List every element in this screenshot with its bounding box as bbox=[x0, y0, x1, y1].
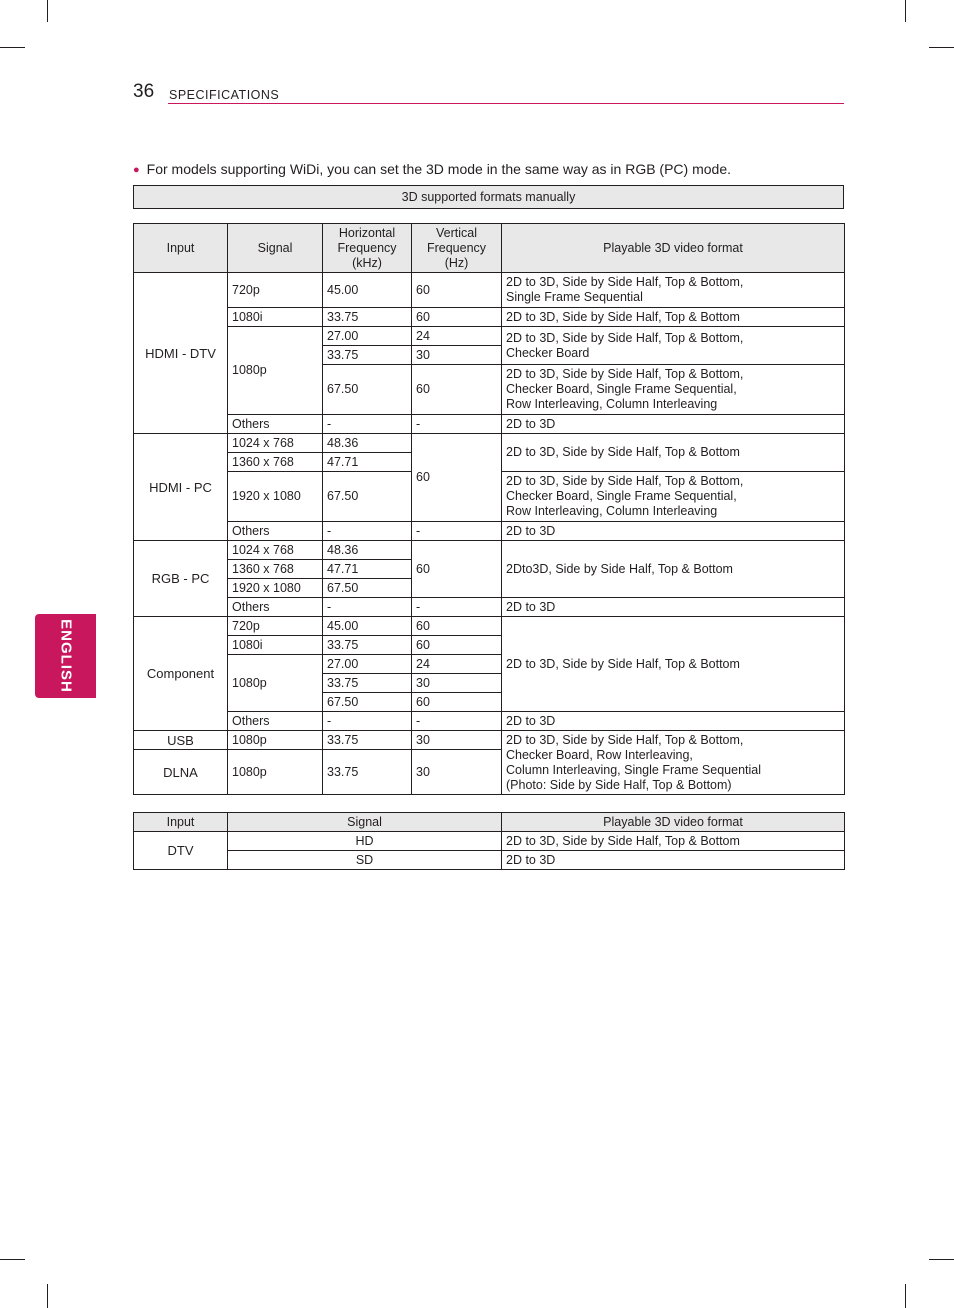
hfreq-cell: 33.75 bbox=[323, 308, 412, 327]
signal-cell: Others bbox=[228, 598, 323, 617]
input-component: Component bbox=[134, 617, 228, 731]
format-cell: 2D to 3D, Side by Side Half, Top & Bottom, Checker Board bbox=[502, 327, 845, 365]
format-cell: 2Dto3D, Side by Side Half, Top & Bottom bbox=[502, 541, 845, 598]
format-cell: 2D to 3D bbox=[502, 522, 845, 541]
format-cell: 2D to 3D bbox=[502, 598, 845, 617]
hfreq-cell: 67.50 bbox=[323, 693, 412, 712]
crop-mark bbox=[0, 1259, 25, 1260]
table-row bbox=[134, 327, 845, 346]
signal-cell: 720p bbox=[228, 617, 323, 636]
table-row bbox=[134, 598, 845, 617]
hfreq-cell: 33.75 bbox=[323, 346, 412, 365]
table-row bbox=[134, 712, 845, 731]
input-hdmi-dtv: HDMI - DTV bbox=[134, 273, 228, 434]
caption-table bbox=[133, 185, 844, 209]
vfreq-cell: - bbox=[412, 712, 502, 731]
dtv-formats-table bbox=[133, 812, 845, 870]
signal-cell: 1024 x 768 bbox=[228, 541, 323, 560]
table-row bbox=[134, 851, 845, 870]
hfreq-cell: 48.36 bbox=[323, 434, 412, 453]
table-row bbox=[134, 415, 845, 434]
table-row bbox=[134, 541, 845, 560]
vfreq-cell: 60 bbox=[412, 365, 502, 415]
table-caption: 3D supported formats manually bbox=[134, 186, 844, 209]
hfreq-cell: - bbox=[323, 712, 412, 731]
signal-cell: 1080i bbox=[228, 636, 323, 655]
vfreq-cell: 60 bbox=[412, 434, 502, 522]
signal-cell: Others bbox=[228, 522, 323, 541]
bullet-note bbox=[133, 161, 731, 177]
section-title: SPECIFICATIONS bbox=[169, 88, 280, 102]
crop-mark bbox=[47, 0, 48, 22]
signal-cell: 1080i bbox=[228, 308, 323, 327]
crop-mark bbox=[929, 47, 954, 48]
signal-cell: 1080p bbox=[228, 750, 323, 795]
crop-mark bbox=[929, 1259, 954, 1260]
vfreq-cell: 60 bbox=[412, 273, 502, 308]
signal-cell: SD bbox=[228, 851, 502, 870]
input-rgb-pc: RGB - PC bbox=[134, 541, 228, 617]
hfreq-cell: 33.75 bbox=[323, 636, 412, 655]
hfreq-cell: 48.36 bbox=[323, 541, 412, 560]
vfreq-cell: 60 bbox=[412, 541, 502, 598]
hfreq-cell: 33.75 bbox=[323, 731, 412, 750]
hfreq-cell: 27.00 bbox=[323, 655, 412, 674]
input-dtv: DTV bbox=[134, 832, 228, 870]
format-cell: 2D to 3D bbox=[502, 415, 845, 434]
vfreq-cell: 60 bbox=[412, 308, 502, 327]
crop-mark bbox=[47, 1284, 48, 1308]
vfreq-cell: 24 bbox=[412, 327, 502, 346]
format-cell: 2D to 3D, Side by Side Half, Top & Bottom, Checker Board, Single Frame Sequential, Row Interleaving, Column Interleaving bbox=[502, 365, 845, 415]
hfreq-cell: 67.50 bbox=[323, 365, 412, 415]
vfreq-cell: 60 bbox=[412, 636, 502, 655]
signal-cell: HD bbox=[228, 832, 502, 851]
col-playable-format: Playable 3D video format bbox=[502, 224, 845, 273]
table-row bbox=[134, 522, 845, 541]
vfreq-cell: 30 bbox=[412, 346, 502, 365]
col-signal: Signal bbox=[228, 813, 502, 832]
vfreq-cell: 60 bbox=[412, 617, 502, 636]
hfreq-cell: 47.71 bbox=[323, 453, 412, 472]
signal-cell: 720p bbox=[228, 273, 323, 308]
table-row bbox=[134, 273, 845, 308]
vfreq-cell: 30 bbox=[412, 750, 502, 795]
page-number: 36 bbox=[133, 81, 155, 102]
crop-mark bbox=[905, 1284, 906, 1308]
bullet-note-text: For models supporting WiDi, you can set the 3D mode in the same way as in RGB (PC) mode. bbox=[146, 161, 732, 177]
format-cell: 2D to 3D, Side by Side Half, Top & Bottom bbox=[502, 434, 845, 472]
vfreq-cell: 30 bbox=[412, 731, 502, 750]
hfreq-cell: 33.75 bbox=[323, 750, 412, 795]
hfreq-cell: - bbox=[323, 598, 412, 617]
format-cell: 2D to 3D, Side by Side Half, Top & Bottom, Single Frame Sequential bbox=[502, 273, 845, 308]
hfreq-cell: 67.50 bbox=[323, 579, 412, 598]
col-input: Input bbox=[134, 813, 228, 832]
signal-cell: 1920 x 1080 bbox=[228, 579, 323, 598]
format-cell: 2D to 3D bbox=[502, 851, 845, 870]
vfreq-cell: - bbox=[412, 598, 502, 617]
language-tab bbox=[35, 614, 96, 698]
signal-cell: 1360 x 768 bbox=[228, 453, 323, 472]
hfreq-cell: - bbox=[323, 522, 412, 541]
hfreq-cell: 45.00 bbox=[323, 273, 412, 308]
vfreq-cell: - bbox=[412, 522, 502, 541]
col-playable-format: Playable 3D video format bbox=[502, 813, 845, 832]
signal-cell: 1080p bbox=[228, 327, 323, 415]
vfreq-cell: 24 bbox=[412, 655, 502, 674]
header-divider bbox=[168, 103, 844, 104]
format-cell: 2D to 3D, Side by Side Half, Top & Bottom bbox=[502, 308, 845, 327]
format-cell: 2D to 3D bbox=[502, 712, 845, 731]
table-header-row bbox=[134, 813, 845, 832]
vfreq-cell: 60 bbox=[412, 693, 502, 712]
table-row bbox=[134, 308, 845, 327]
signal-cell: 1080p bbox=[228, 655, 323, 712]
col-signal: Signal bbox=[228, 224, 323, 273]
signal-cell: Others bbox=[228, 415, 323, 434]
vfreq-cell: - bbox=[412, 415, 502, 434]
signal-cell: 1024 x 768 bbox=[228, 434, 323, 453]
input-dlna: DLNA bbox=[134, 750, 228, 795]
hfreq-cell: 67.50 bbox=[323, 472, 412, 522]
vfreq-cell: 30 bbox=[412, 674, 502, 693]
col-vertical-frequency: Vertical Frequency (Hz) bbox=[412, 224, 502, 273]
crop-mark bbox=[0, 47, 25, 48]
language-tab-label: ENGLISH bbox=[57, 619, 74, 693]
signal-cell: 1920 x 1080 bbox=[228, 472, 323, 522]
hfreq-cell: 47.71 bbox=[323, 560, 412, 579]
format-cell: 2D to 3D, Side by Side Half, Top & Bottom, Checker Board, Row Interleaving, Column Interleaving, Single Frame Sequential (Photo: Side by Side Half, Top & Bottom) bbox=[502, 731, 845, 795]
table-row bbox=[134, 617, 845, 636]
table-row bbox=[134, 832, 845, 851]
format-cell: 2D to 3D, Side by Side Half, Top & Bottom, Checker Board, Single Frame Sequential, Row Interleaving, Column Interleaving bbox=[502, 472, 845, 522]
signal-cell: 1360 x 768 bbox=[228, 560, 323, 579]
format-cell: 2D to 3D, Side by Side Half, Top & Bottom bbox=[502, 617, 845, 712]
signal-cell: Others bbox=[228, 712, 323, 731]
table-row bbox=[134, 731, 845, 750]
hfreq-cell: - bbox=[323, 415, 412, 434]
table-row bbox=[134, 434, 845, 453]
table-header-row bbox=[134, 224, 845, 273]
col-input: Input bbox=[134, 224, 228, 273]
formats-table bbox=[133, 223, 845, 795]
hfreq-cell: 27.00 bbox=[323, 327, 412, 346]
input-hdmi-pc: HDMI - PC bbox=[134, 434, 228, 541]
col-horizontal-frequency: Horizontal Frequency (kHz) bbox=[323, 224, 412, 273]
crop-mark bbox=[905, 0, 906, 22]
signal-cell: 1080p bbox=[228, 731, 323, 750]
bullet-icon: ● bbox=[133, 164, 140, 176]
format-cell: 2D to 3D, Side by Side Half, Top & Bottom bbox=[502, 832, 845, 851]
hfreq-cell: 45.00 bbox=[323, 617, 412, 636]
hfreq-cell: 33.75 bbox=[323, 674, 412, 693]
input-usb: USB bbox=[134, 731, 228, 750]
